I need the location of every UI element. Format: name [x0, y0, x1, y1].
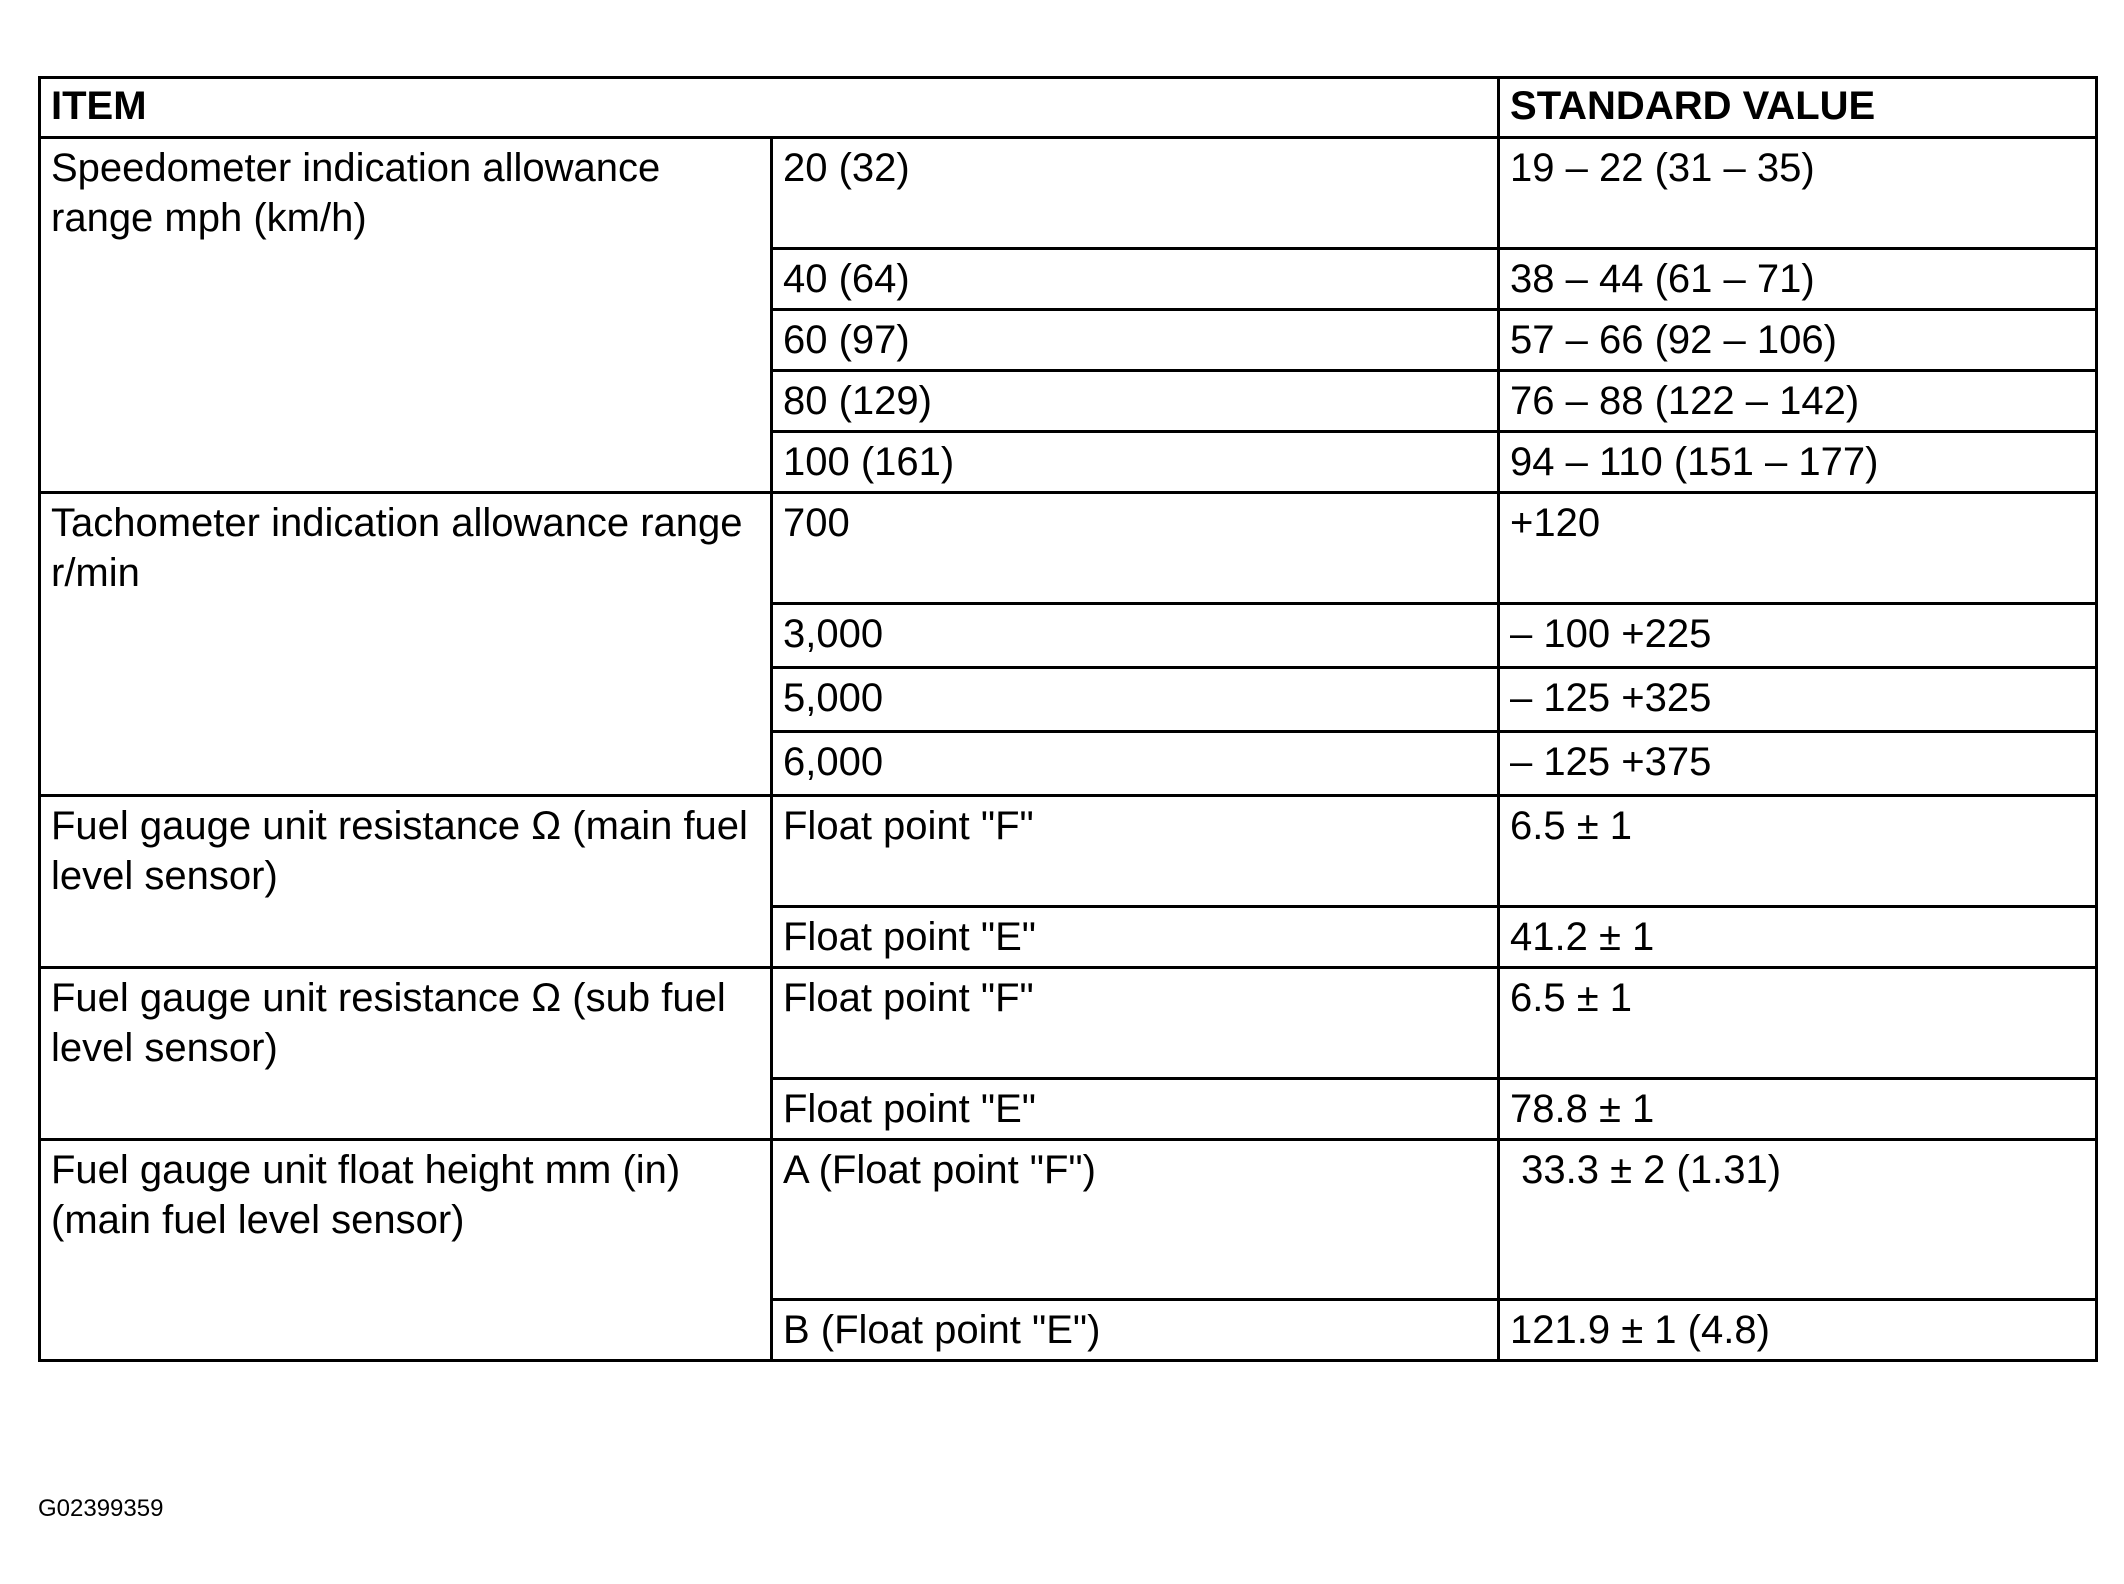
value-cell: – 125 +325: [1499, 668, 2097, 732]
table-row: [40, 138, 2097, 249]
condition-cell: 40 (64): [772, 249, 1499, 310]
value-cell: 121.9 ± 1 (4.8): [1499, 1300, 2097, 1361]
header-standard-value: STANDARD VALUE: [1499, 78, 2097, 138]
value-cell: 19 – 22 (31 – 35): [1499, 138, 2097, 249]
value-cell: 57 – 66 (92 – 106): [1499, 310, 2097, 371]
value-cell: – 100 +225: [1499, 604, 2097, 668]
condition-cell: 100 (161): [772, 432, 1499, 493]
value-cell: 38 – 44 (61 – 71): [1499, 249, 2097, 310]
item-fuel-main-resistance: Fuel gauge unit resistance Ω (main fuel level sensor): [40, 796, 772, 968]
standard-values-table: [38, 76, 2098, 1362]
value-cell: – 125 +375: [1499, 732, 2097, 796]
condition-cell: 3,000: [772, 604, 1499, 668]
table-row: [40, 493, 2097, 604]
value-cell: 41.2 ± 1: [1499, 907, 2097, 968]
value-cell: 78.8 ± 1: [1499, 1079, 2097, 1140]
condition-cell: 5,000: [772, 668, 1499, 732]
table-header-row: [40, 78, 2097, 138]
table-row: [40, 796, 2097, 907]
value-cell: 76 – 88 (122 – 142): [1499, 371, 2097, 432]
item-speedometer: Speedometer indication allowance range mph (km/h): [40, 138, 772, 493]
table-row: [40, 968, 2097, 1079]
value-cell: 94 – 110 (151 – 177): [1499, 432, 2097, 493]
item-fuel-sub-resistance: Fuel gauge unit resistance Ω (sub fuel level sensor): [40, 968, 772, 1140]
value-cell: +120: [1499, 493, 2097, 604]
table-row: [40, 1140, 2097, 1300]
condition-cell: Float point "F": [772, 796, 1499, 907]
condition-cell: 80 (129): [772, 371, 1499, 432]
item-fuel-float-height: Fuel gauge unit float height mm (in) (main fuel level sensor): [40, 1140, 772, 1361]
condition-cell: 20 (32): [772, 138, 1499, 249]
condition-cell: A (Float point "F"): [772, 1140, 1499, 1300]
condition-cell: 700: [772, 493, 1499, 604]
condition-cell: Float point "E": [772, 907, 1499, 968]
condition-cell: 6,000: [772, 732, 1499, 796]
value-cell: 33.3 ± 2 (1.31): [1499, 1140, 2097, 1300]
condition-cell: Float point "E": [772, 1079, 1499, 1140]
condition-cell: B (Float point "E"): [772, 1300, 1499, 1361]
condition-cell: Float point "F": [772, 968, 1499, 1079]
condition-cell: 60 (97): [772, 310, 1499, 371]
figure-id: G02399359: [38, 1495, 164, 1522]
header-item: ITEM: [40, 78, 1499, 138]
value-cell: 6.5 ± 1: [1499, 968, 2097, 1079]
value-cell: 6.5 ± 1: [1499, 796, 2097, 907]
item-tachometer: Tachometer indication allowance range r/min: [40, 493, 772, 796]
